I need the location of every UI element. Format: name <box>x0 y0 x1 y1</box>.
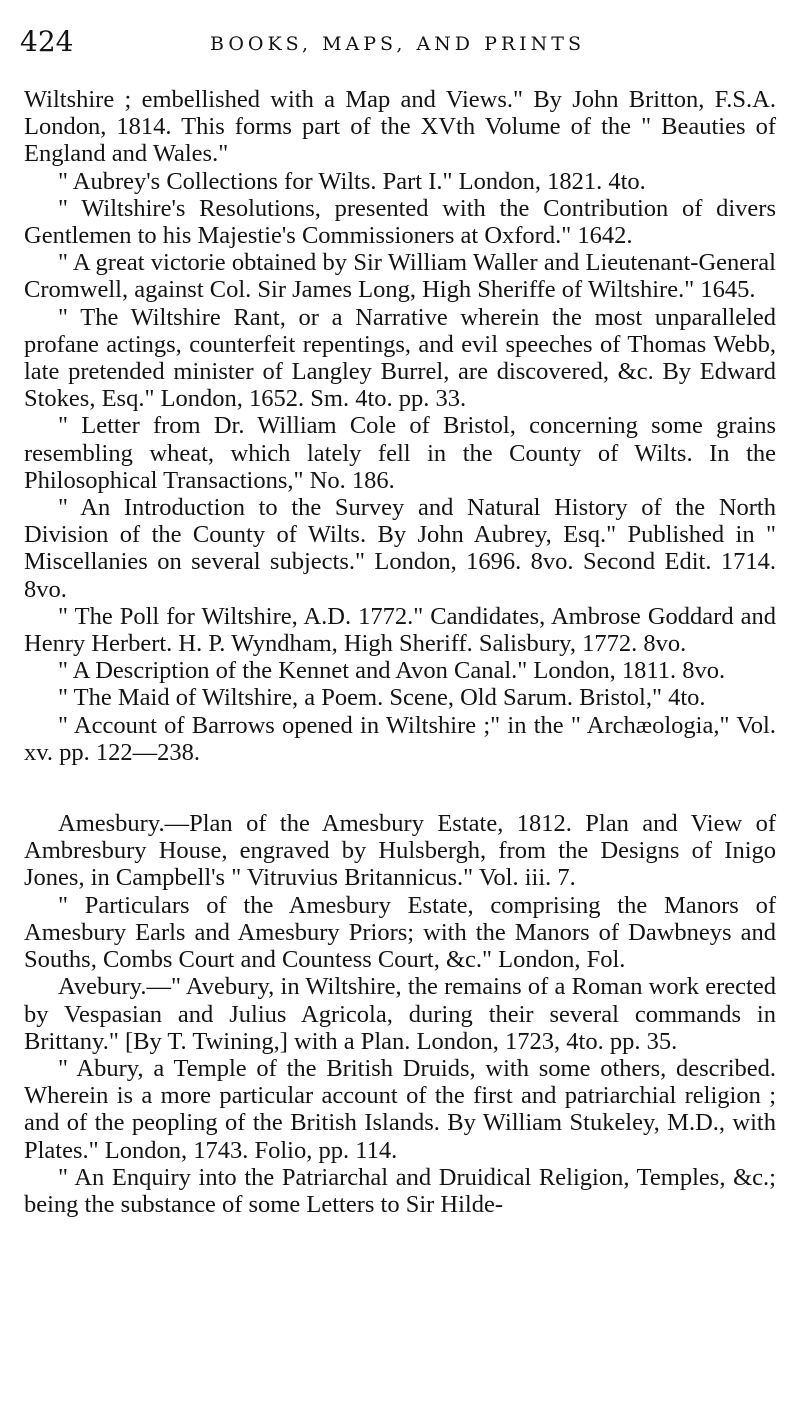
page-body <box>24 86 776 1218</box>
paragraph: " Particulars of the Amesbury Estate, comprising the Manors of Amesbury Earls and Amesbury Priors; with the Manors of Dawbneys and Souths, Combs Court and Countess Court, &c." London, Fol. <box>24 891 776 974</box>
paragraph: " Letter from Dr. William Cole of Bristol, concerning some grains resembling wheat, which lately fell in the County of Wilts. In the Philosophical Transactions," No. 186. <box>24 412 776 494</box>
paragraph: " An Introduction to the Survey and Natural History of the North Division of the County of Wilts. By John Aubrey, Esq." Published in " Miscellanies on several subjects." London, 1696. 8vo. Second Edit. 1714. 8vo. <box>24 494 776 603</box>
paragraph: " Account of Barrows opened in Wiltshire ;" in the " Archæologia," Vol. xv. pp. 122—238. <box>24 711 776 766</box>
paragraph-amesbury: Amesbury.—Plan of the Amesbury Estate, 1812. Plan and View of Ambresbury House, engraved by Hulsbergh, from the Designs of Inigo Jones, in Campbell's " Vitruvius Britannicus." Vol. iii. 7. <box>24 810 776 892</box>
paragraph: " Wiltshire's Resolutions, presented with the Contribution of divers Gentlemen to his Majestie's Commissioners at Oxford." 1642. <box>24 194 776 250</box>
paragraph: " A great victorie obtained by Sir William Waller and Lieutenant-General Cromwell, against Col. Sir James Long, High Sheriffe of Wiltshire." 1645. <box>24 249 776 304</box>
page-number: 424 <box>20 25 74 58</box>
page-header <box>20 22 780 62</box>
paragraph: " The Poll for Wiltshire, A.D. 1772." Candidates, Ambrose Goddard and Henry Herbert. H. P. Wyndham, High Sheriff. Salisbury, 1772. 8vo. <box>24 602 776 658</box>
paragraph: " The Wiltshire Rant, or a Narrative wherein the most unparalleled profane actings, counterfeit repentings, and evil speeches of Thomas Webb, late pretended minister of Langley Burrel, are discovered, &c. By Edward Stokes, Esq." London, 1652. Sm. 4to. pp. 33. <box>24 303 776 413</box>
paragraph: " An Enquiry into the Patriarchal and Druidical Religion, Temples, &c.; being the substance of some Letters to Sir Hilde- <box>24 1163 776 1218</box>
paragraph: " Abury, a Temple of the British Druids, with some others, described. Wherein is a more particular account of the first and patriarchial religion ; and of the peopling of the British Islands. By William Stukeley, M.D., with Plates." London, 1743. Folio, pp. 114. <box>24 1054 776 1164</box>
running-title: BOOKS, MAPS, AND PRINTS <box>210 33 585 55</box>
paragraph: " The Maid of Wiltshire, a Poem. Scene, Old Sarum. Bristol," 4to. <box>58 684 706 712</box>
paragraph: Wiltshire ; embellished with a Map and Views." By John Britton, F.S.A. London, 1814. This forms part of the XVth Volume of the " Beauties of England and Wales." <box>24 86 776 168</box>
section-gap <box>24 766 776 810</box>
paragraph: " Aubrey's Collections for Wilts. Part I." London, 1821. 4to. <box>58 167 646 195</box>
paragraph: " A Description of the Kennet and Avon Canal." London, 1811. 8vo. <box>58 657 726 685</box>
paragraph-avebury: Avebury.—" Avebury, in Wiltshire, the remains of a Roman work erected by Vespasian and Julius Agricola, during their several commands in Brittany." [By T. Twining,] with a Plan. London, 1723, 4to. pp. 35. <box>24 973 776 1055</box>
